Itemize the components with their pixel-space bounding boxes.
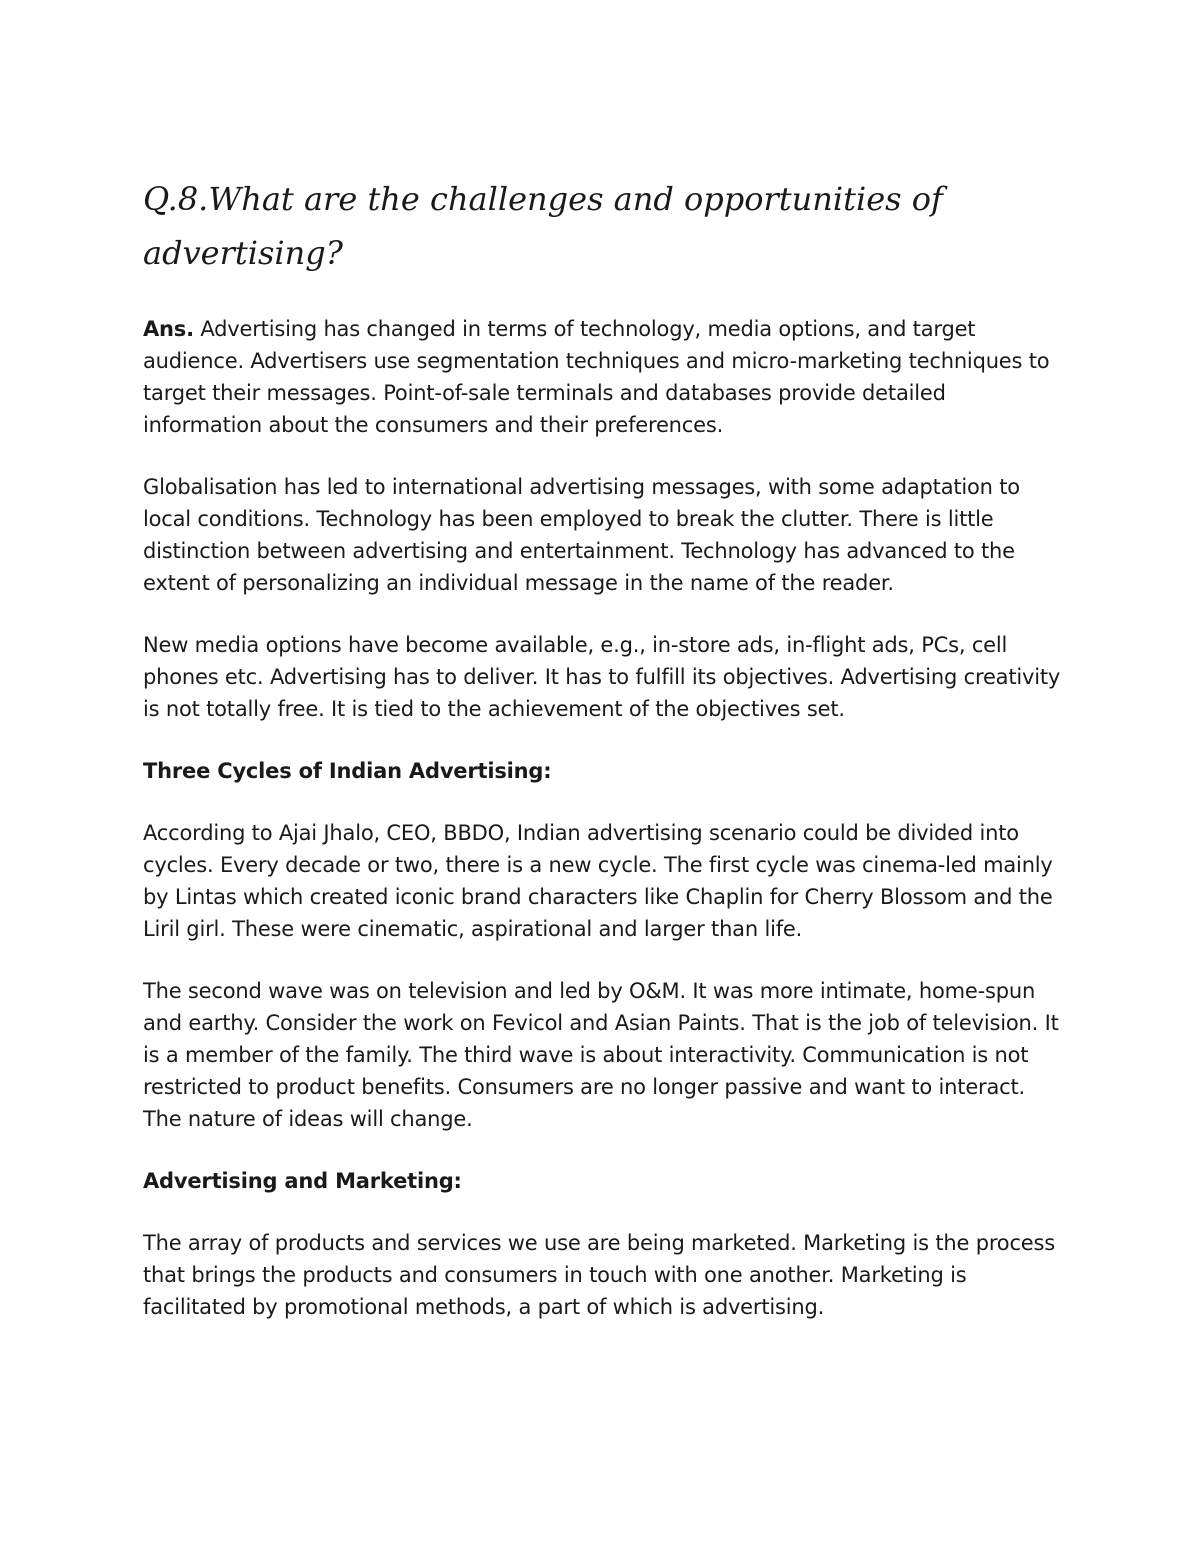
answer-text: Advertising has changed in terms of technology, media options, and target audience. Advertisers use segmentation techniques and micro-marketing techniques to target their messages. Point-of-sale terminals and databases provide detailed information about the consumers and their preferences. xyxy=(143,317,1050,437)
paragraph-globalisation: Globalisation has led to international advertising messages, with some adaptation to local conditions. Technology has been employed to break the clutter. There is little distinction between advertising and entertainment. Technology has advanced to the extent of personalizing an individual message in the name of the reader. xyxy=(143,475,1020,595)
question-title: Q.8.What are the challenges and opportunities of advertising? xyxy=(143,180,943,272)
answer-paragraph xyxy=(143,313,1063,441)
paragraph-marketing: The array of products and services we use are being marketed. Marketing is the process that brings the products and consumers in touch with one another. Marketing is facilitated by promotional methods, a part of which is advertising. xyxy=(143,1231,1055,1319)
paragraph-second-wave: The second wave was on television and led by O&M. It was more intimate, home-spun and earthy. Consider the work on Fevicol and Asian Paints. That is the job of television. It is a member of the family. The third wave is about interactivity. Communication is not restricted to product benefits. Consumers are no longer passive and want to interact. The nature of ideas will change. xyxy=(143,979,1059,1131)
section-heading-advertising-marketing: Advertising and Marketing: xyxy=(143,1169,462,1193)
document-content xyxy=(143,172,1063,1323)
answer-label: Ans. xyxy=(143,317,194,341)
paragraph-new-media: New media options have become available, e.g., in-store ads, in-flight ads, PCs, cell phones etc. Advertising has to deliver. It has to fulfill its objectives. Advertising creativity is not totally free. It is tied to the achievement of the objectives set. xyxy=(143,633,1061,721)
section-heading-three-cycles: Three Cycles of Indian Advertising: xyxy=(143,759,552,783)
paragraph-cycles: According to Ajai Jhalo, CEO, BBDO, Indian advertising scenario could be divided into cycles. Every decade or two, there is a new cycle. The first cycle was cinema-led mainly by Lintas which created iconic brand characters like Chaplin for Cherry Blossom and the Liril girl. These were cinematic, aspirational and larger than life. xyxy=(143,821,1053,941)
